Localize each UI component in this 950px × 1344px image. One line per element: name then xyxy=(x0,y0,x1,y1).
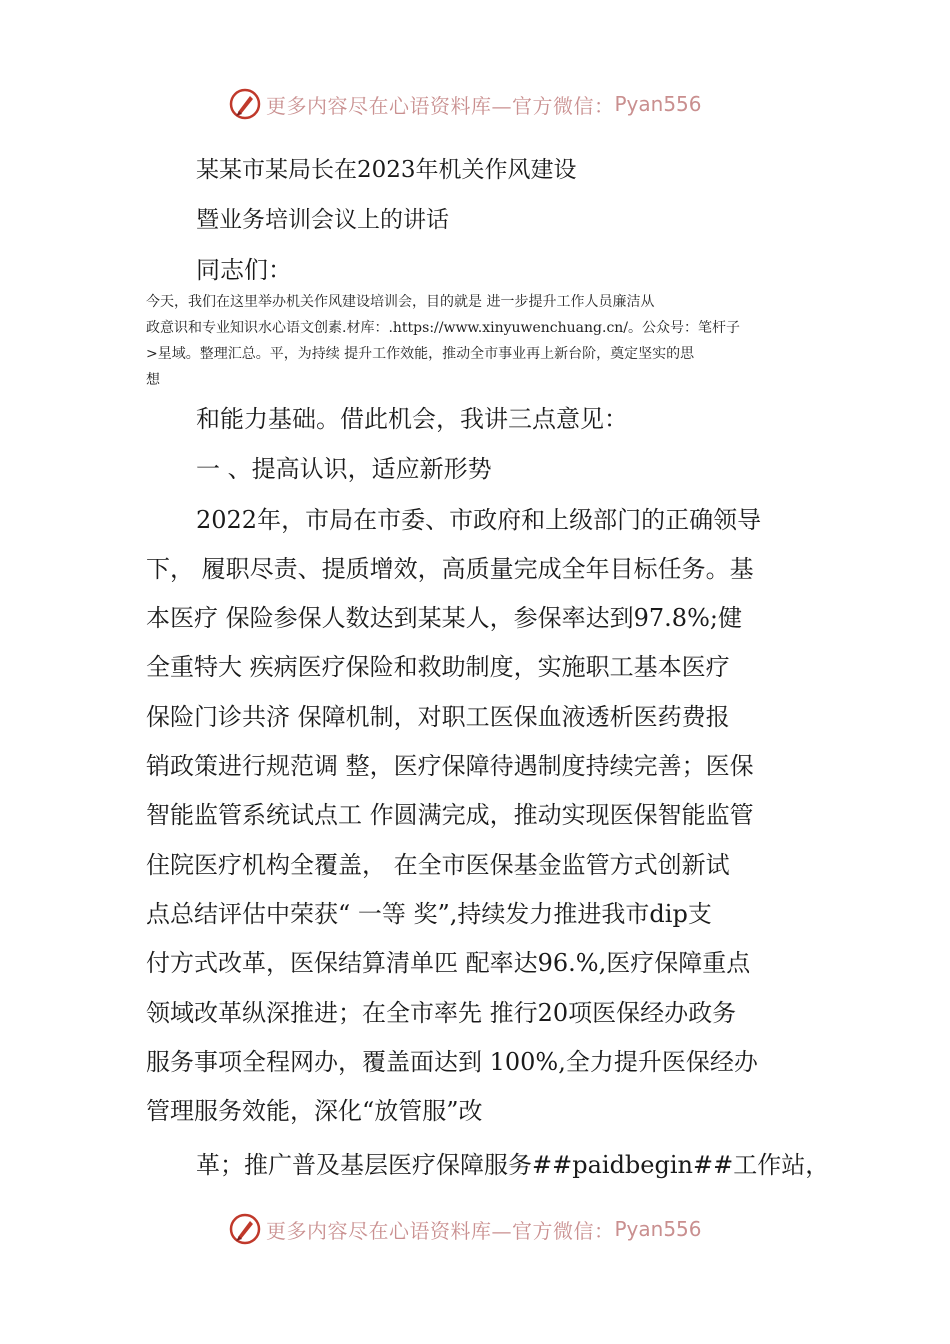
intro-small-line: 政意识和专业知识水心语文创素.材库：.https://www.xinyuwenchuang.cn/。公众号：笔杆子 xyxy=(146,320,741,336)
intro-small-line: 今天，我们在这里举办机关作风建设培训会，目的就是 进一步提升工作人员廉洁从 xyxy=(146,294,655,310)
header-watermark-banner xyxy=(228,86,702,122)
page-title-line-1: 某某市某局长在2023年机关作风建设 xyxy=(196,157,577,183)
banner-wechat-id: Pyan556 xyxy=(614,92,702,116)
body-line: 下， 履职尽责、提质增效，高质量完成全年目标任务。基 xyxy=(146,555,754,583)
body-line: 本医疗 保险参保人数达到某某人，参保率达到97.8%;健 xyxy=(146,604,742,632)
banner-wechat-id: Pyan556 xyxy=(614,1217,702,1241)
body-line: 全重特大 疾病医疗保险和救助制度，实施职工基本医疗 xyxy=(146,653,730,681)
footer-watermark-banner xyxy=(228,1211,702,1247)
intro-small-line: 想 xyxy=(146,372,160,388)
body-line: 销政策进行规范调 整，医疗保障待遇制度持续完善；医保 xyxy=(146,752,754,780)
body-line: 保险门诊共济 保障机制，对职工医保血液透析医药费报 xyxy=(146,703,730,731)
body-line: 点总结评估中荣获“ 一等 奖”,持续发力推进我市dip支 xyxy=(146,900,712,928)
banner-text: 更多内容尽在心语资料库—官方微信： xyxy=(266,1218,615,1243)
body-line: 付方式改革，医保结算清单匹 配率达96.%,医疗保障重点 xyxy=(146,949,751,977)
banner-text: 更多内容尽在心语资料库—官方微信： xyxy=(266,93,615,118)
body-line: 住院医疗机构全覆盖， 在全市医保基金监管方式创新试 xyxy=(146,851,730,879)
pen-logo-icon xyxy=(228,87,262,121)
body-line: 管理服务效能，深化“放管服”改 xyxy=(146,1097,483,1125)
body-line: 领域改革纵深推进；在全市率先 推行20项医保经办政务 xyxy=(146,999,737,1027)
pen-logo-icon xyxy=(228,1212,262,1246)
intro-small-line: >星域。整理汇总。平，为持续 提升工作效能，推动全市事业再上新台阶，奠定坚实的思 xyxy=(146,346,695,362)
section-1-heading: 一 、提高认识，适应新形势 xyxy=(196,455,492,483)
intro-continue: 和能力基础。借此机会，我讲三点意见： xyxy=(196,405,628,433)
salutation: 同志们： xyxy=(196,256,292,284)
body-line: 智能监管系统试点工 作圆满完成，推动实现医保智能监管 xyxy=(146,801,754,829)
page-title-line-2: 暨业务培训会议上的讲话 xyxy=(196,207,449,233)
body-last-line: 革；推广普及基层医疗保障服务##paidbegin##工作站， xyxy=(196,1151,830,1179)
body-line: 服务事项全程网办，覆盖面达到 100%,全力提升医保经办 xyxy=(146,1048,758,1076)
body-line: 2022年，市局在市委、市政府和上级部门的正确领导 xyxy=(196,506,762,534)
